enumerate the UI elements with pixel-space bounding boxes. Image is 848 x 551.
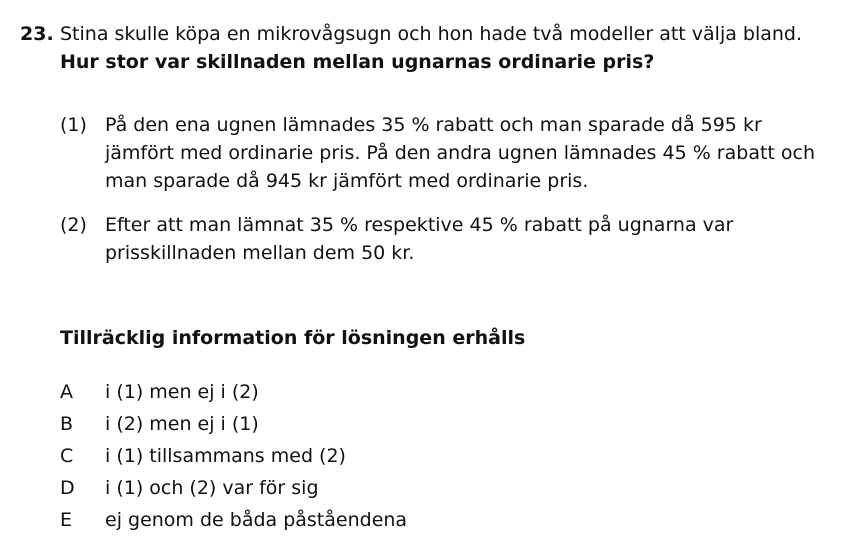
problem-intro: Stina skulle köpa en mikrovågsugn och hon hade två modeller att välja bland. xyxy=(60,23,803,45)
option-a-text: i (1) men ej i (2) xyxy=(105,381,259,403)
problem-question: Hur stor var skillnaden mellan ugnarnas ordinarie pris? xyxy=(60,51,655,73)
statement-2-text: Efter att man lämnat 35 % respektive 45 % rabatt på ugnarna var prisskillnaden mellan dem 50 kr. xyxy=(105,214,734,264)
option-b-letter: B xyxy=(60,413,74,435)
option-d-letter: D xyxy=(60,477,75,499)
question-number: 23. xyxy=(20,23,54,45)
option-e-letter: E xyxy=(60,509,73,531)
option-c-letter: C xyxy=(60,445,74,467)
option-d-text: i (1) och (2) var för sig xyxy=(105,477,319,499)
option-a-letter: A xyxy=(60,381,73,403)
option-e-text: ej genom de båda påståendena xyxy=(105,509,408,531)
option-c-text: i (1) tillsammans med (2) xyxy=(105,445,346,467)
sufficiency-heading: Tillräcklig information för lösningen erhålls xyxy=(60,327,526,349)
statement-2-number: (2) xyxy=(60,214,87,236)
statement-2 xyxy=(60,211,830,267)
statement-1-text: På den ena ugnen lämnades 35 % rabatt och man sparade då 595 kr jämfört med ordinarie pris. På den andra ugnen lämnades 45 % rabatt och man sparade då 945 kr jämfört med ordinarie pris. xyxy=(105,114,816,192)
option-b-text: i (2) men ej i (1) xyxy=(105,413,259,435)
statement-1-number: (1) xyxy=(60,114,87,136)
statement-1 xyxy=(60,111,830,195)
